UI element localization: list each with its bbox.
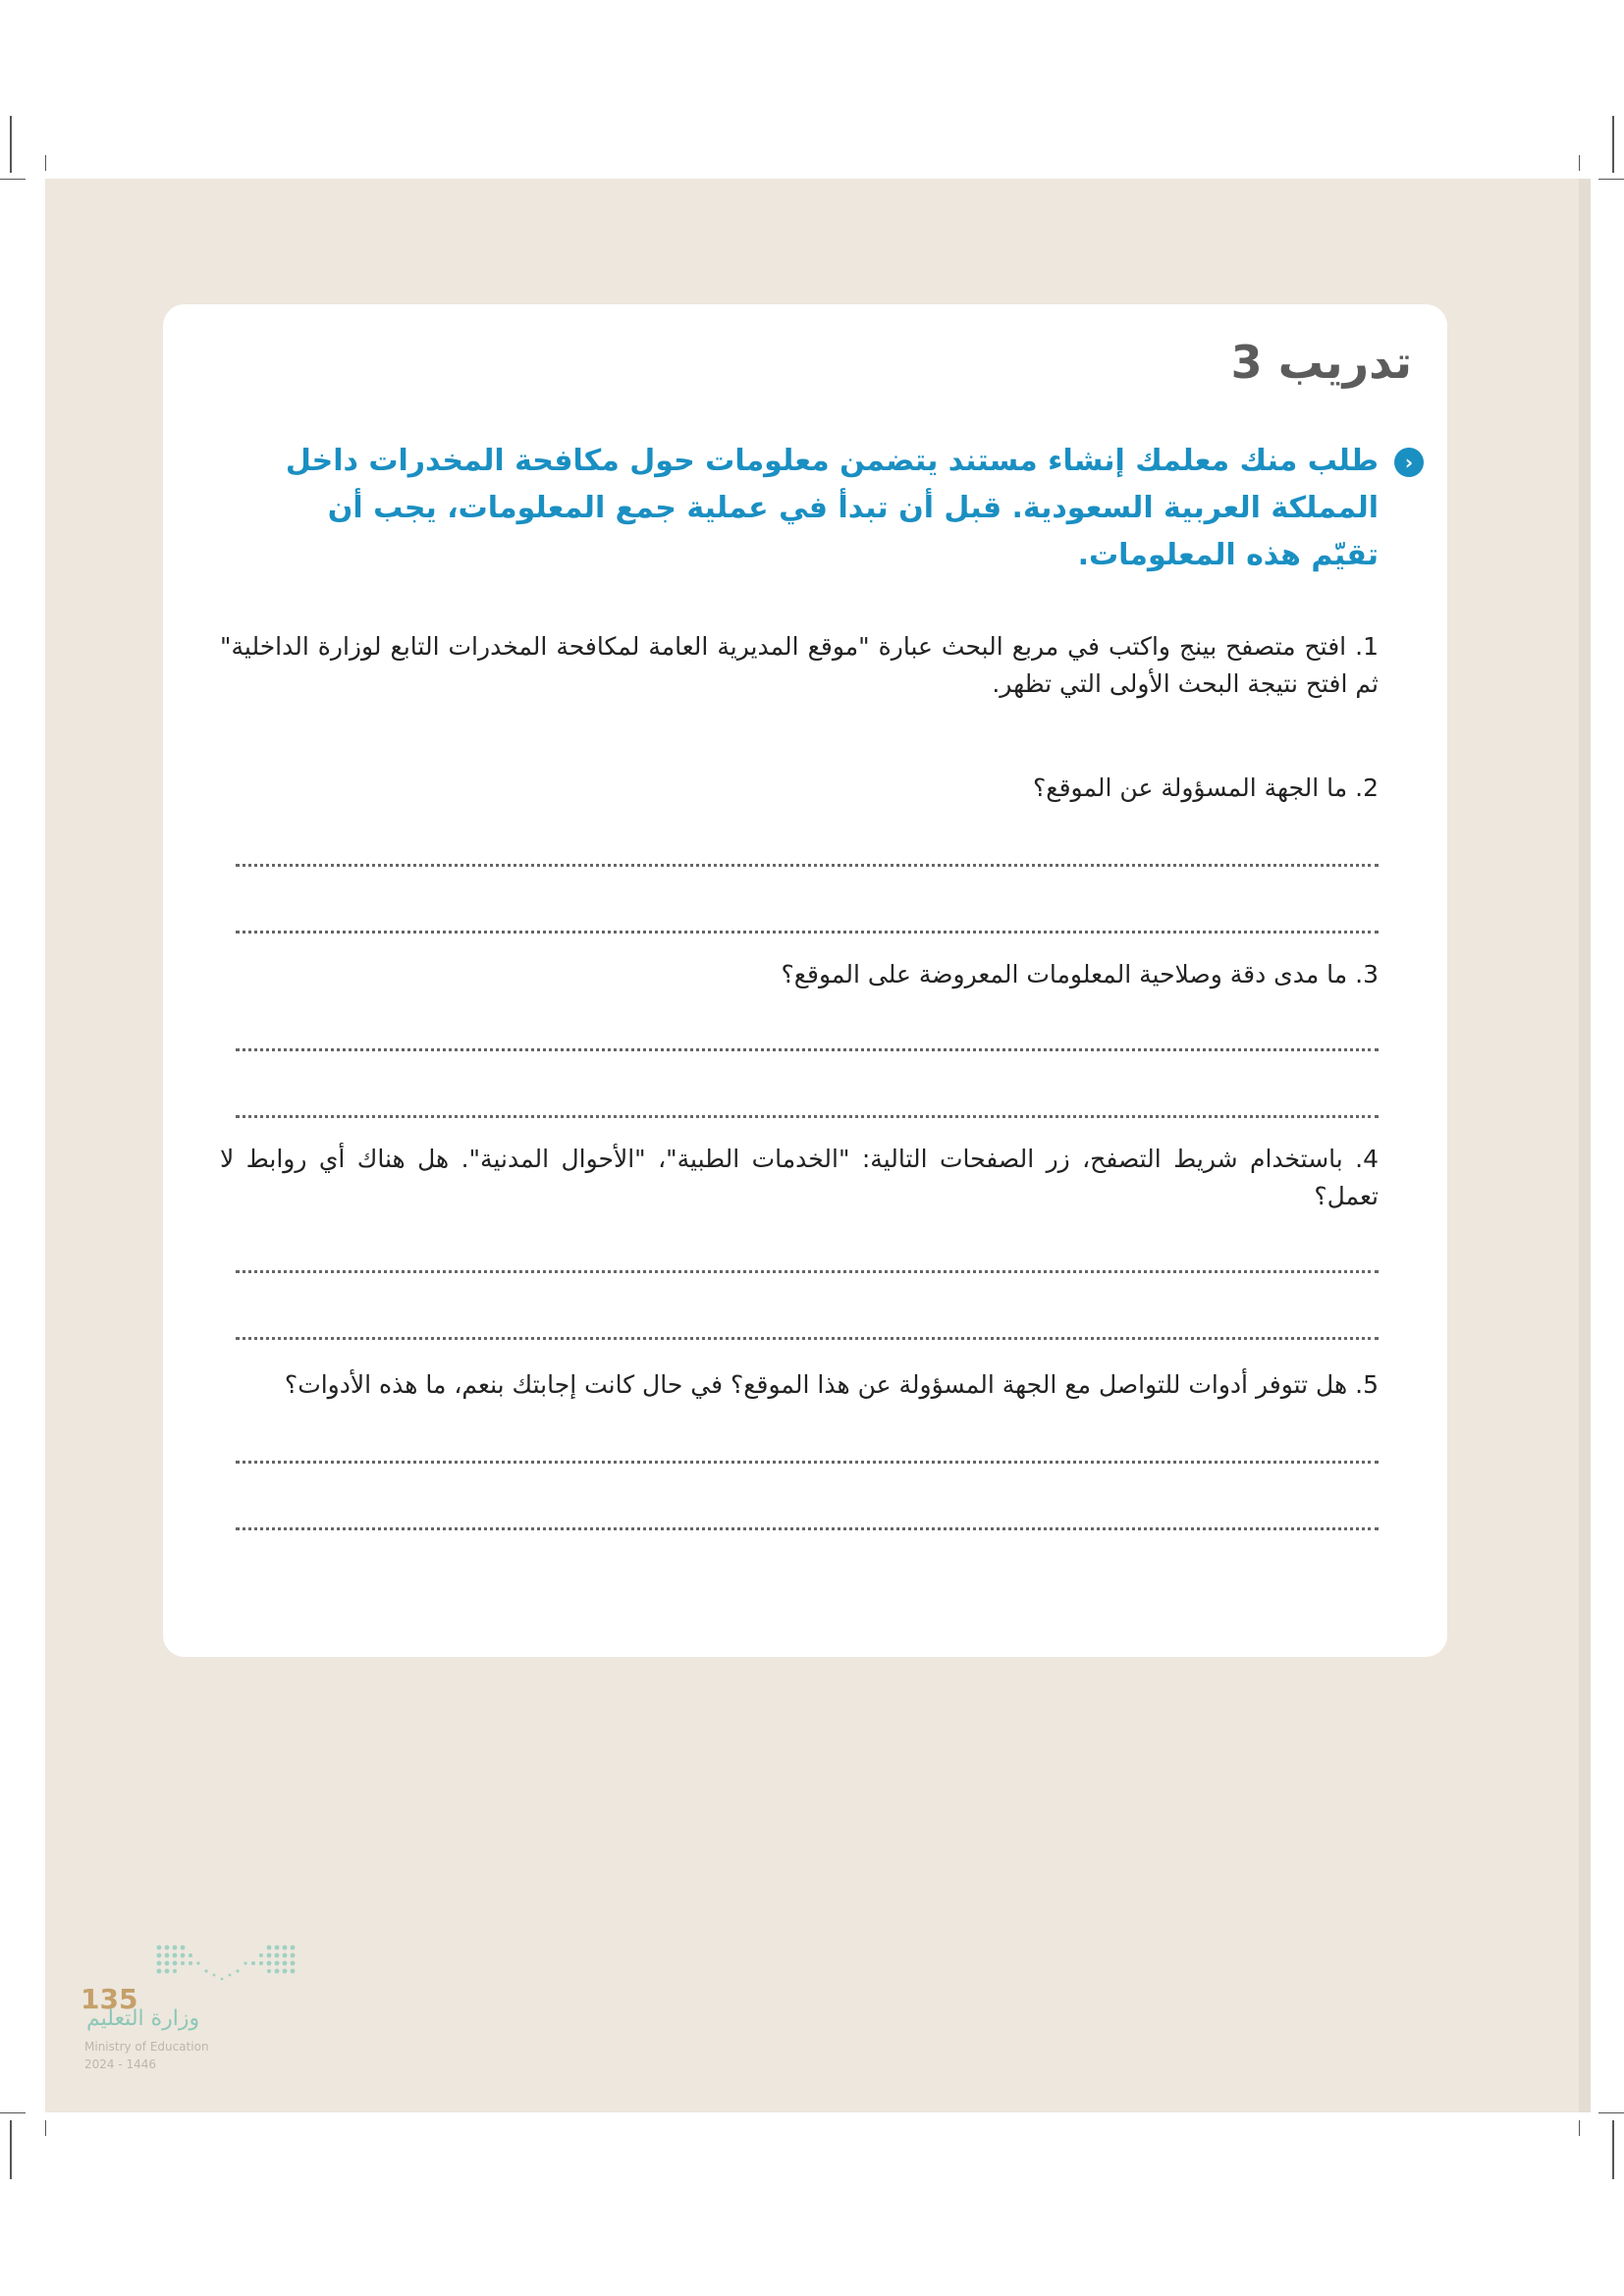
exercise-card — [163, 304, 1447, 1657]
crop-mark — [1579, 2120, 1580, 2136]
edition-year: 2024 - 1446 — [84, 2057, 157, 2071]
question-text: افتح متصفح بينج واكتب في مربع البحث عبارة "موقع المديرية العامة لمكافحة المخدرات التابع لوزارة الداخلية" ثم افتح نتيجة البحث الأولى التي تظهر. — [220, 632, 1379, 698]
question-text: ما مدى دقة وصلاحية المعلومات المعروضة على الموقع؟ — [781, 960, 1348, 988]
crop-mark — [0, 2112, 26, 2113]
crop-mark — [1612, 2120, 1614, 2179]
dot-pattern-icon — [153, 1942, 300, 1987]
answer-line[interactable] — [236, 864, 1379, 867]
question-4 — [220, 1141, 1379, 1215]
question-2 — [220, 770, 1379, 807]
crop-mark — [1579, 155, 1580, 171]
exercise-title: تدريب 3 — [1230, 336, 1412, 389]
crop-mark — [45, 155, 46, 171]
crop-mark — [10, 2120, 12, 2179]
crop-mark — [1598, 179, 1624, 180]
ministry-name-english: Ministry of Education — [84, 2040, 209, 2054]
page-edge-strip — [1579, 179, 1591, 2112]
crop-mark — [1598, 2112, 1624, 2113]
intro-text: طلب منك معلمك إنشاء مستند يتضمن معلومات حول مكافحة المخدرات داخل المملكة العربية السعودية. قبل أن تبدأ في عملية جمع المعلومات، يجب أن تقيّم هذه المعلومات. — [285, 444, 1379, 572]
exercise-intro — [259, 438, 1414, 579]
page-number: 135 — [81, 1983, 138, 2015]
answer-line[interactable] — [236, 931, 1379, 934]
question-number: 3. — [1355, 960, 1379, 988]
crop-mark — [1612, 116, 1614, 173]
question-3 — [220, 956, 1379, 993]
answer-line[interactable] — [236, 1048, 1379, 1051]
answer-line[interactable] — [236, 1337, 1379, 1340]
question-text: ما الجهة المسؤولة عن الموقع؟ — [1033, 774, 1348, 802]
question-number: 4. — [1355, 1145, 1379, 1173]
question-text: هل تتوفر أدوات للتواصل مع الجهة المسؤولة عن هذا الموقع؟ في حال كانت إجابتك بنعم، ما هذه الأدوات؟ — [284, 1370, 1348, 1399]
answer-line[interactable] — [236, 1461, 1379, 1464]
question-text: باستخدام شريط التصفح، زر الصفحات التالية: "الخدمات الطبية"، "الأحوال المدنية". هل هناك أي روابط لا تعمل؟ — [220, 1145, 1379, 1210]
answer-line[interactable] — [236, 1270, 1379, 1273]
crop-mark — [45, 2120, 46, 2136]
crop-mark — [10, 116, 12, 173]
ministry-name-arabic: وزارة التعليم — [86, 2006, 200, 2031]
question-5 — [220, 1366, 1379, 1404]
question-number: 5. — [1355, 1370, 1379, 1399]
chevron-left-circle-icon: ‹ — [1394, 448, 1424, 477]
answer-line[interactable] — [236, 1527, 1379, 1530]
question-number: 2. — [1355, 774, 1379, 802]
crop-mark — [0, 179, 26, 180]
question-number: 1. — [1355, 632, 1379, 661]
answer-line[interactable] — [236, 1115, 1379, 1118]
ministry-logo — [81, 1942, 297, 2079]
question-1 — [220, 628, 1379, 703]
